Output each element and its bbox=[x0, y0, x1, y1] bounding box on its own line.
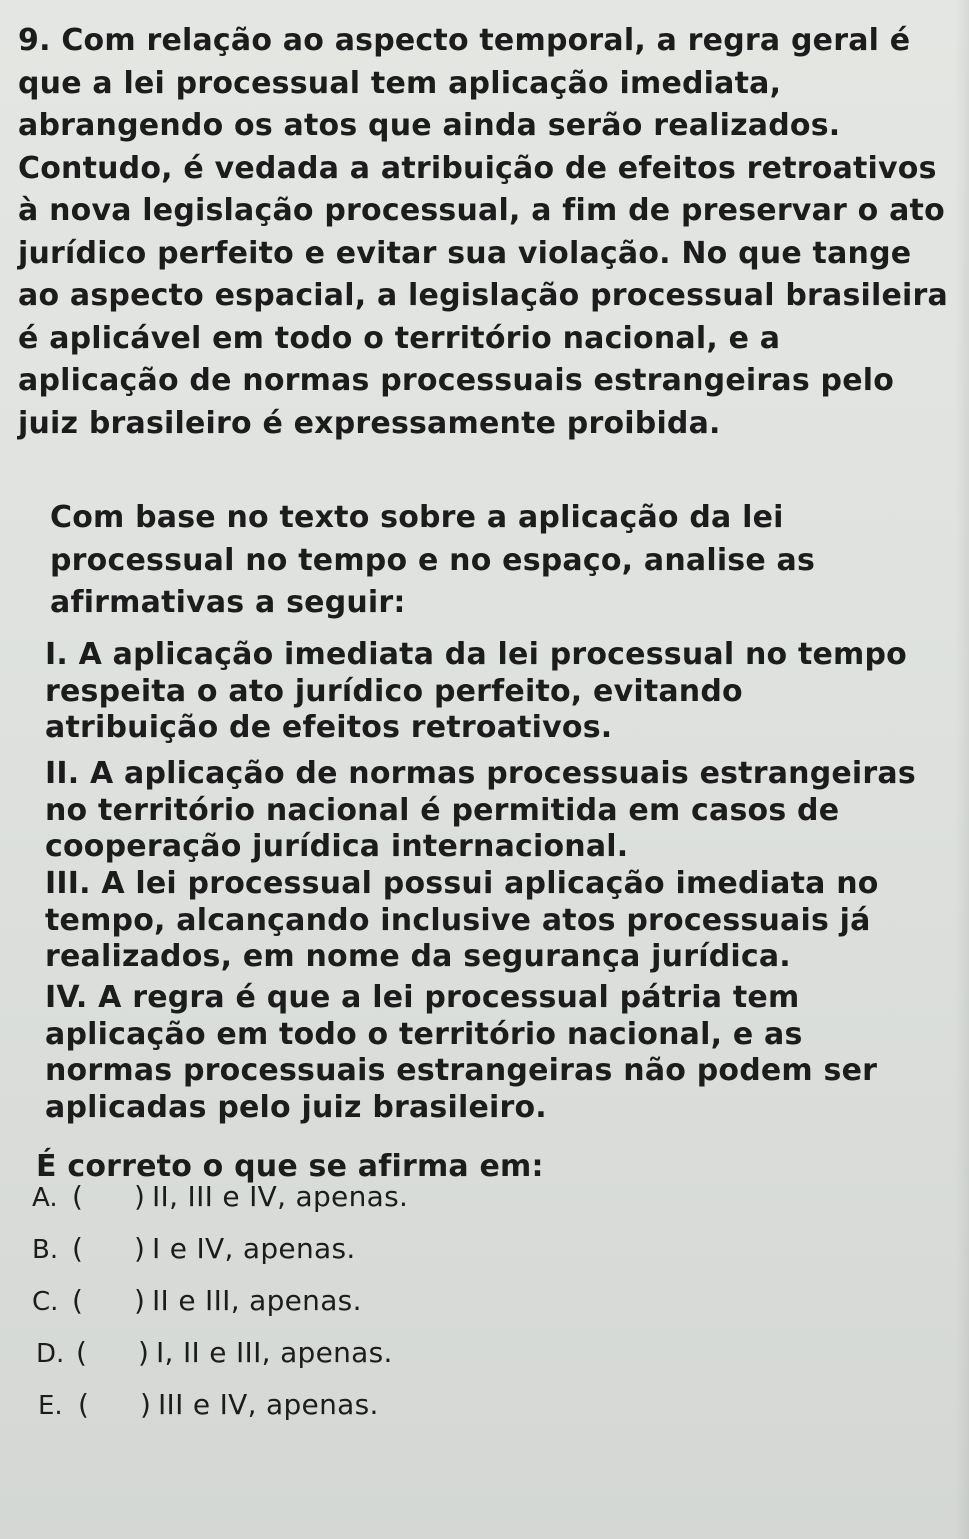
option-checkbox-close[interactable]: ) bbox=[140, 1388, 151, 1421]
option-checkbox-close[interactable]: ) bbox=[138, 1336, 149, 1369]
option-checkbox-close[interactable]: ) bbox=[134, 1232, 145, 1265]
option-b[interactable] bbox=[32, 1232, 732, 1284]
option-c[interactable] bbox=[32, 1284, 732, 1336]
option-text: I e IV, apenas. bbox=[152, 1232, 356, 1265]
option-checkbox-open[interactable]: ( bbox=[72, 1232, 83, 1265]
option-text: II, III e IV, apenas. bbox=[152, 1180, 409, 1213]
option-checkbox-close[interactable]: ) bbox=[134, 1180, 145, 1213]
option-text: III e IV, apenas. bbox=[158, 1388, 379, 1421]
option-letter: C. bbox=[32, 1287, 59, 1317]
option-a[interactable] bbox=[32, 1180, 732, 1232]
page-edge-shadow bbox=[955, 0, 969, 1539]
option-checkbox-open[interactable]: ( bbox=[72, 1180, 83, 1213]
statement-iv: IV. A regra é que a lei processual pátria tem aplicação em todo o território nacional, e as normas processuais estrangeiras não podem ser aplicadas pelo juiz brasileiro. bbox=[45, 980, 878, 1125]
question-instruction: Com base no texto sobre a aplicação da lei processual no tempo e no espaço, analise as afirmativas a seguir: bbox=[50, 500, 816, 620]
option-text: I, II e III, apenas. bbox=[156, 1336, 393, 1369]
option-e[interactable] bbox=[38, 1388, 732, 1440]
option-checkbox-close[interactable]: ) bbox=[134, 1284, 145, 1317]
option-checkbox-open[interactable]: ( bbox=[72, 1284, 83, 1317]
question-text: 9. Com relação ao aspecto temporal, a regra geral é que a lei processual tem aplicação imediata, abrangendo os atos que ainda serão realizados. Contudo, é vedada a atribuição de efeitos retroativos à nova legislação processual, a fim de preservar o ato jurídico perfeito e evitar sua violação. No que tange ao aspecto espacial, a legislação processual brasileira é aplicável em todo o território nacional, e a aplicação de normas processuais estrangeiras pelo juiz brasileiro é expressamente proibida. bbox=[18, 23, 948, 441]
option-letter: A. bbox=[32, 1183, 58, 1213]
option-letter: E. bbox=[38, 1391, 63, 1421]
statement-iii: III. A lei processual possui aplicação imediata no tempo, alcançando inclusive atos processuais já realizados, em nome da segurança jurídica. bbox=[45, 866, 879, 974]
statement-ii: II. A aplicação de normas processuais estrangeiras no território nacional é permitida em casos de cooperação jurídica internacional. bbox=[45, 756, 916, 864]
option-letter: B. bbox=[32, 1235, 59, 1265]
answer-prompt: É correto o que se afirma em: bbox=[36, 1149, 544, 1184]
option-d[interactable] bbox=[36, 1336, 732, 1388]
option-letter: D. bbox=[36, 1339, 65, 1369]
statement-i: I. A aplicação imediata da lei processual no tempo respeita o ato jurídico perfeito, evitando atribuição de efeitos retroativos. bbox=[45, 637, 907, 745]
option-text: II e III, apenas. bbox=[152, 1284, 362, 1317]
option-checkbox-open[interactable]: ( bbox=[76, 1336, 87, 1369]
answer-options bbox=[32, 1180, 732, 1440]
option-checkbox-open[interactable]: ( bbox=[78, 1388, 89, 1421]
